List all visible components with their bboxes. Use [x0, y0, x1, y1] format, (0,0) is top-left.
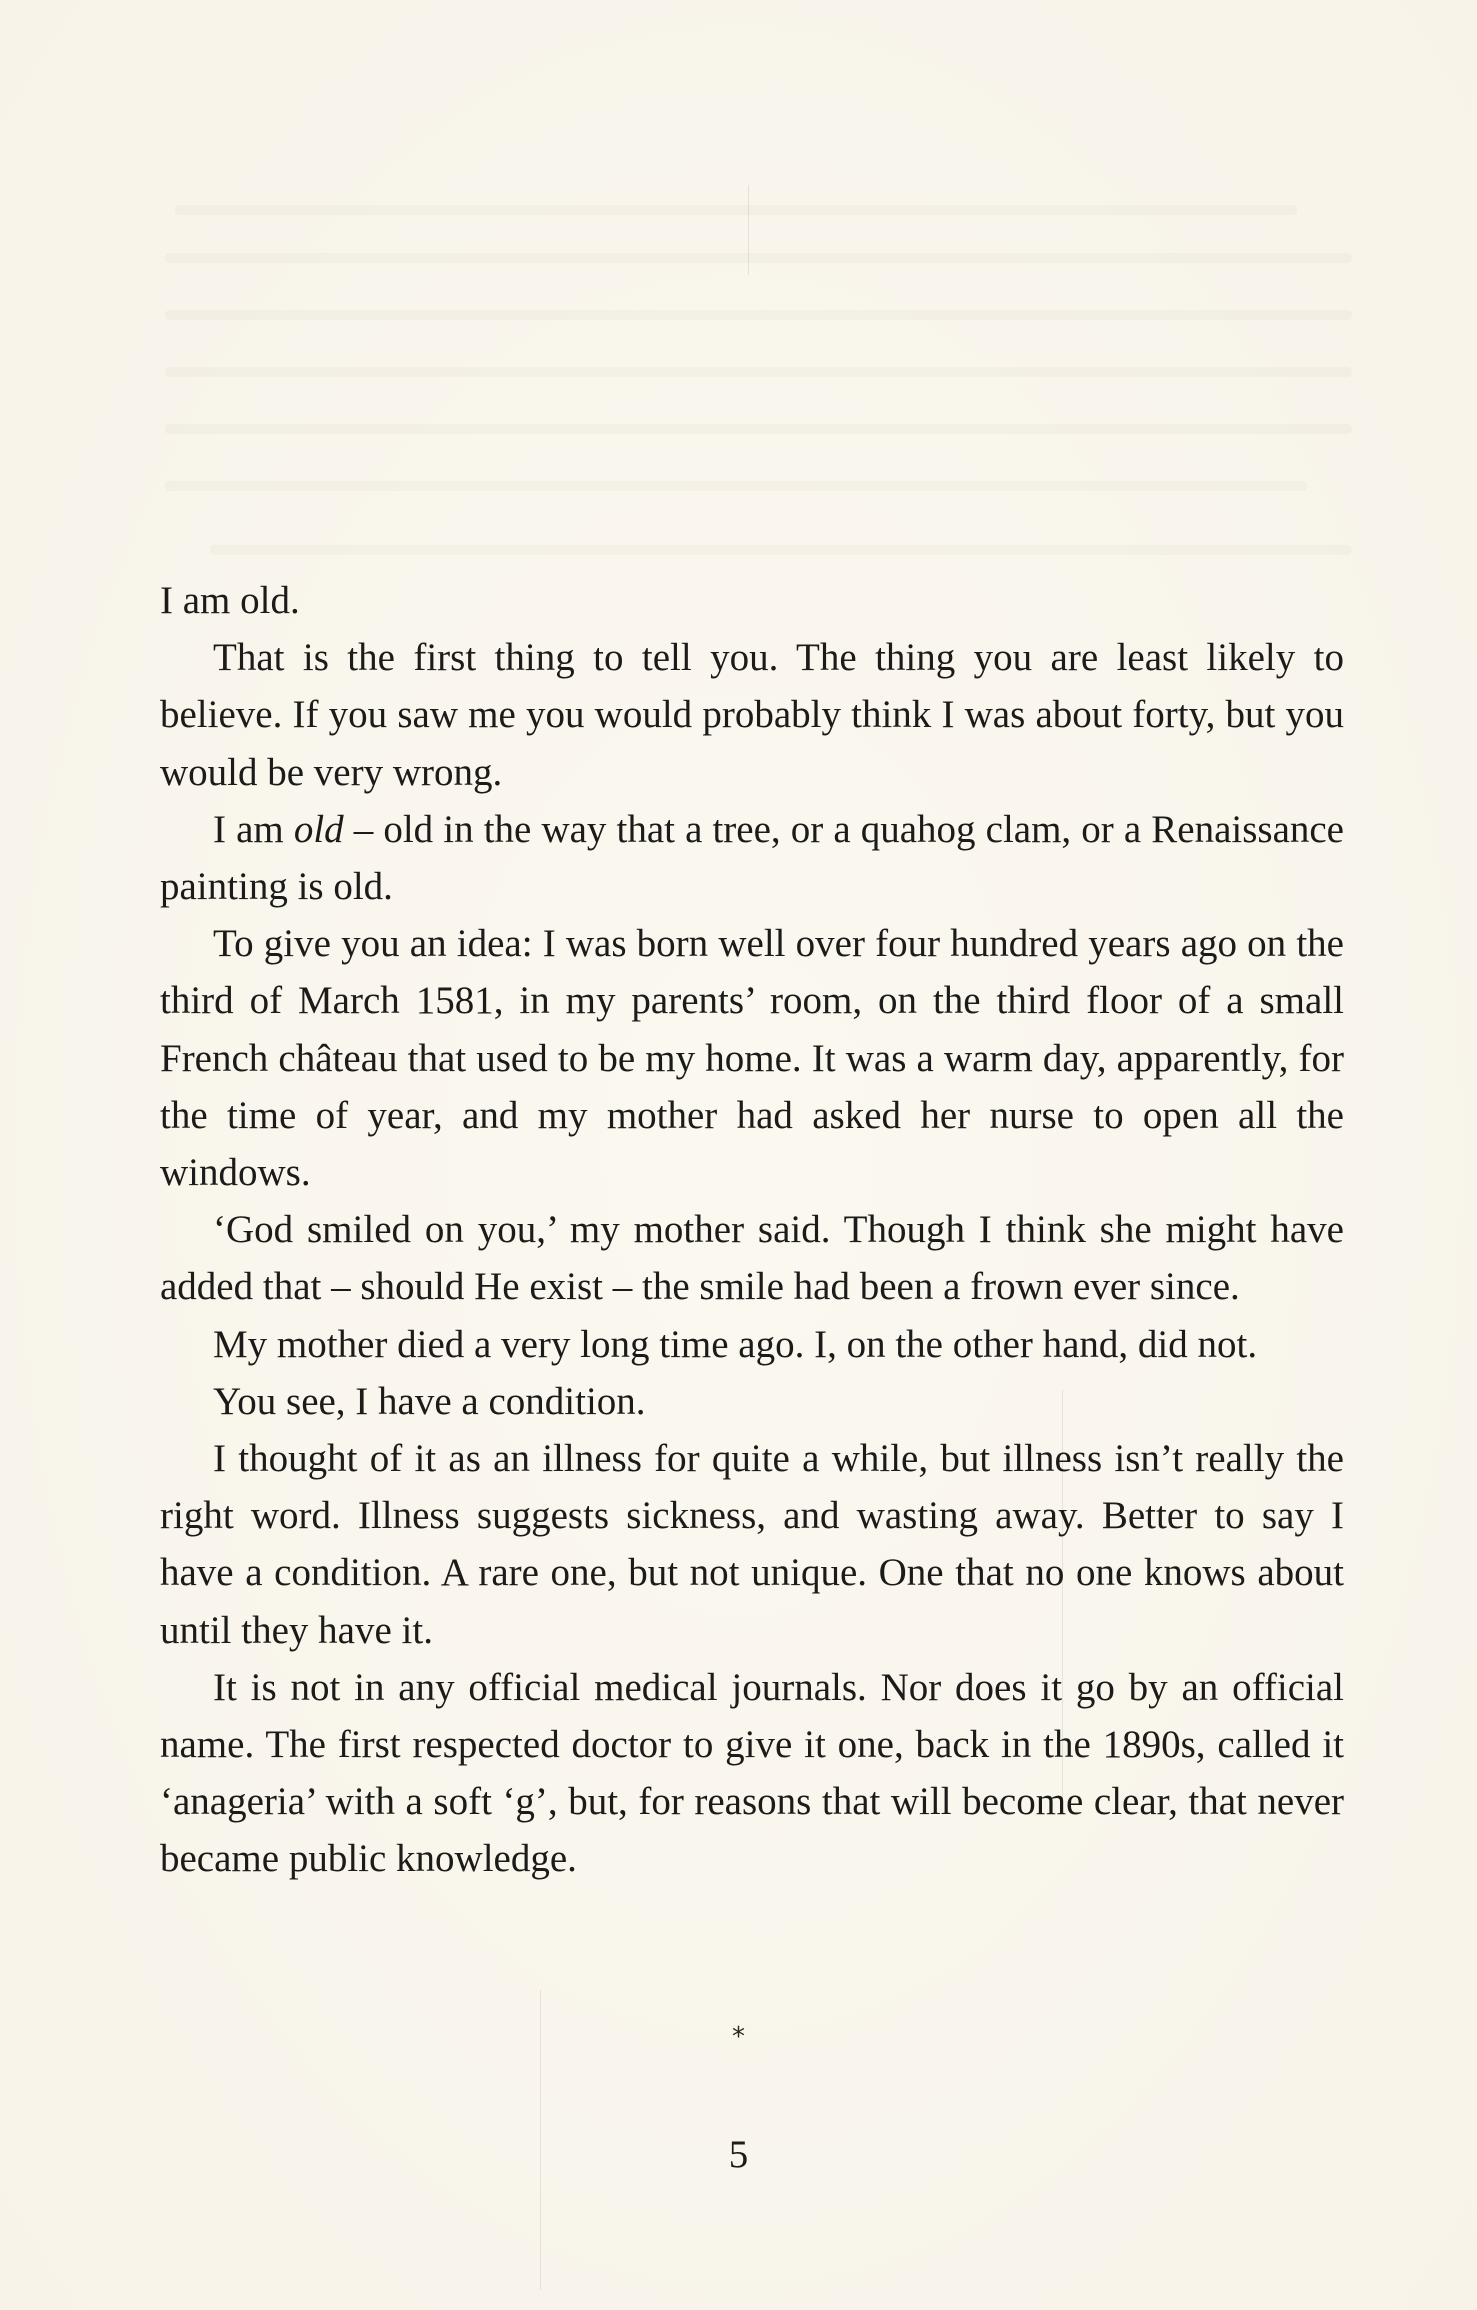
- show-through-line: [175, 205, 1297, 215]
- paragraph: You see, I have a condition.: [213, 1379, 646, 1423]
- paragraph: [160, 801, 1344, 915]
- page-number: 5: [728, 2133, 749, 2176]
- show-through-line: [165, 253, 1352, 263]
- body-text: [160, 572, 1344, 1888]
- show-through-line: [165, 424, 1352, 434]
- paragraph: I am old.: [160, 579, 300, 622]
- show-through-line: [210, 545, 1352, 555]
- paragraph: That is the first thing to tell you. The thing you are least likely to believe. If you saw me you would probably think I was about forty, but you would be very wrong.: [160, 636, 1344, 794]
- paragraph: I thought of it as an illness for quite a while, but illness isn’t really the right word. Illness suggests sickness, and wasting away. Better to say I have a condition. A rare one, but not unique. One that no one knows about until they have it.: [160, 1437, 1344, 1652]
- page-crease: [748, 185, 749, 275]
- show-through-line: [165, 310, 1352, 320]
- emphasis-word: old: [293, 807, 344, 851]
- paragraph-lead: I am: [213, 807, 294, 851]
- show-through-line: [165, 367, 1352, 377]
- paragraph: My mother died a very long time ago. I, on the other hand, did not.: [213, 1322, 1258, 1366]
- paragraph: To give you an idea: I was born well over four hundred years ago on the third of March 1581, in my parents’ room, on the third floor of a small French château that used to be my home. It was a warm day, apparently, for the time of year, and my mother had asked her nurse to open all the windows.: [160, 922, 1344, 1195]
- show-through-line: [165, 481, 1307, 491]
- section-break: *: [732, 2022, 745, 2052]
- paragraph: It is not in any official medical journals. Nor does it go by an official name. The first respected doctor to give it one, back in the 1890s, called it ‘anageria’ with a soft ‘g’, but, for reasons that will become clear, that never became public knowledge.: [160, 1665, 1344, 1881]
- paragraph: ‘God smiled on you,’ my mother said. Though I think she might have added that – should He exist – the smile had been a frown ever since.: [160, 1208, 1344, 1309]
- paragraph-rest: – old in the way that a tree, or a quahog clam, or a Renaissance painting is old.: [160, 807, 1344, 909]
